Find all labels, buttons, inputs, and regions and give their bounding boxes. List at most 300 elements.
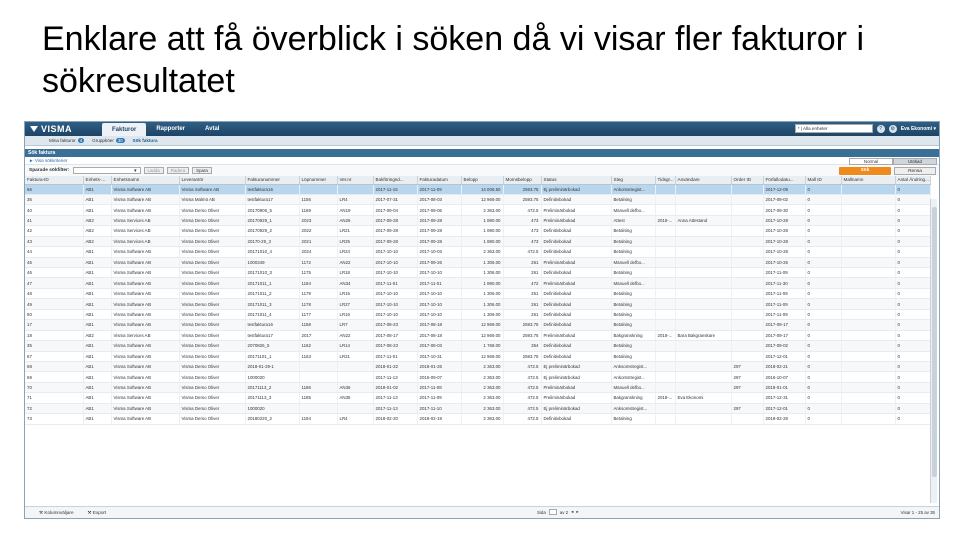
table-cell: 2593.75 bbox=[503, 184, 541, 194]
table-cell: Attest bbox=[611, 215, 655, 225]
page-number-input[interactable] bbox=[549, 509, 557, 515]
table-cell bbox=[655, 372, 675, 382]
table-cell: 0 bbox=[805, 320, 841, 330]
table-cell: 12 969.00 bbox=[461, 330, 503, 340]
table-cell: LR4 bbox=[337, 414, 373, 424]
table-scrollbar[interactable] bbox=[930, 199, 937, 503]
table-cell: 1 768.00 bbox=[461, 341, 503, 351]
table-cell: 2018-... bbox=[655, 215, 675, 225]
table-cell: 0 bbox=[805, 341, 841, 351]
table-cell: 261 bbox=[503, 268, 541, 278]
table-cell bbox=[655, 403, 675, 413]
table-cell: Visma Malmö AB bbox=[179, 194, 245, 204]
table-cell: 2023 bbox=[299, 215, 337, 225]
table-cell: 72 bbox=[25, 403, 83, 413]
table-cell: 2024 bbox=[299, 247, 337, 257]
table-cell: AN22 bbox=[337, 257, 373, 267]
table-cell: 12 969.00 bbox=[461, 320, 503, 330]
next-page-icon[interactable]: ▸ bbox=[576, 509, 579, 514]
table-cell: Visma Demo Oliver bbox=[179, 351, 245, 361]
table-cell: Betalning bbox=[611, 236, 655, 246]
table-cell: AB1 bbox=[83, 320, 111, 330]
table-cell bbox=[731, 268, 763, 278]
table-cell: 2017-09-30 bbox=[763, 205, 805, 215]
export-label: Export bbox=[92, 509, 107, 515]
table-cell bbox=[731, 309, 763, 319]
table-cell: Visma Software AB bbox=[111, 257, 179, 267]
table-cell: Definitivbokad bbox=[541, 268, 611, 278]
table-cell: Visma Demo Oliver bbox=[179, 257, 245, 267]
column-header[interactable]: Faktura-ID bbox=[25, 176, 83, 184]
table-cell: 0 bbox=[895, 215, 930, 225]
table-cell: testfaktura17 bbox=[245, 330, 299, 340]
table-cell: 472.5 bbox=[503, 247, 541, 257]
count-badge: 4 bbox=[79, 138, 83, 143]
table-cell: Visma Demo Oliver bbox=[179, 372, 245, 382]
invoice-results-table bbox=[25, 176, 931, 425]
table-cell: 36 bbox=[25, 194, 83, 204]
table-cell: 2017-12-01 bbox=[763, 403, 805, 413]
table-cell: Visma Software AB bbox=[111, 382, 179, 392]
table-cell: Definitivbokad bbox=[541, 194, 611, 204]
table-cell bbox=[731, 330, 763, 340]
table-cell bbox=[299, 403, 337, 413]
table-cell: 2017-09-17 bbox=[763, 320, 805, 330]
column-header[interactable]: Belopp bbox=[461, 176, 503, 184]
table-cell bbox=[337, 184, 373, 194]
unit-select[interactable]: * | Alla enheter bbox=[795, 124, 873, 133]
table-cell: Betalning bbox=[611, 268, 655, 278]
table-cell: Visma Software AB bbox=[111, 288, 179, 298]
load-filter-button[interactable]: Ladda bbox=[144, 167, 164, 174]
table-cell: 1 890.00 bbox=[461, 236, 503, 246]
column-header[interactable]: Enhetsnamn bbox=[111, 176, 179, 184]
table-cell: LR4 bbox=[337, 194, 373, 204]
table-cell: Preliminärbokad bbox=[541, 393, 611, 403]
table-cell: 2 363.00 bbox=[461, 361, 503, 371]
table-row[interactable] bbox=[25, 341, 930, 351]
table-cell: 1000020 bbox=[245, 403, 299, 413]
table-cell: 0 bbox=[895, 351, 930, 361]
table-cell: Preliminärbokad bbox=[541, 205, 611, 215]
table-cell: 2018-... bbox=[655, 330, 675, 340]
table-cell: Manuell defbo... bbox=[611, 257, 655, 267]
table-cell: 0 bbox=[895, 393, 930, 403]
table-row[interactable] bbox=[25, 330, 930, 340]
table-cell: Betalning bbox=[611, 414, 655, 424]
tab-rapporter[interactable]: Rapporter bbox=[156, 126, 186, 132]
table-cell: 2 363.00 bbox=[461, 414, 503, 424]
visma-app-window bbox=[24, 121, 940, 519]
table-cell: Betalning bbox=[611, 341, 655, 351]
table-cell: 2016-09-07 bbox=[417, 372, 461, 382]
table-cell bbox=[731, 247, 763, 257]
table-row[interactable] bbox=[25, 393, 930, 403]
table-cell bbox=[655, 226, 675, 236]
settings-icon[interactable]: ⚙ bbox=[890, 125, 895, 132]
table-cell bbox=[841, 257, 895, 267]
table-cell: Betalning bbox=[611, 226, 655, 236]
count-badge: 30 bbox=[117, 138, 123, 143]
table-cell: Visma Demo Oliver bbox=[179, 215, 245, 225]
table-cell bbox=[299, 372, 337, 382]
table-cell: 2017-11-15 bbox=[373, 184, 417, 194]
column-header[interactable]: Fakturanummer bbox=[245, 176, 299, 184]
table-cell bbox=[299, 361, 337, 371]
column-header[interactable]: Användare bbox=[675, 176, 731, 184]
table-cell: 2017-09-06 bbox=[417, 205, 461, 215]
table-cell: 2017-10-10 bbox=[417, 288, 461, 298]
table-cell: Visma Demo Oliver bbox=[179, 226, 245, 236]
table-cell: 1 890.00 bbox=[461, 278, 503, 288]
table-cell bbox=[841, 361, 895, 371]
table-cell: 2017-11-01 bbox=[373, 351, 417, 361]
table-cell: testfaktura16 bbox=[245, 320, 299, 330]
column-header[interactable]: Enhets-... bbox=[83, 176, 111, 184]
table-cell: 0 bbox=[895, 414, 930, 424]
table-cell: 35 bbox=[25, 341, 83, 351]
table-cell: 2018-... bbox=[655, 393, 675, 403]
table-cell: Visma Software AB bbox=[111, 278, 179, 288]
table-row[interactable] bbox=[25, 320, 930, 330]
view-extended-button[interactable]: Utökad bbox=[893, 158, 937, 165]
page-label: Sida bbox=[537, 509, 546, 515]
table-cell bbox=[655, 361, 675, 371]
table-cell bbox=[675, 184, 731, 194]
table-cell: Betalning bbox=[611, 320, 655, 330]
table-cell: 1175 bbox=[299, 268, 337, 278]
show-criteria-link[interactable]: ► Visa sökkriterier bbox=[29, 158, 68, 163]
table-cell: 0 bbox=[895, 309, 930, 319]
table-cell: Definitivbokad bbox=[541, 247, 611, 257]
table-cell: Visma Services AB bbox=[111, 330, 179, 340]
table-cell: LR25 bbox=[337, 236, 373, 246]
table-cell: 0 bbox=[895, 205, 930, 215]
table-cell: 0 bbox=[895, 330, 930, 340]
column-header[interactable]: Leverantör bbox=[179, 176, 245, 184]
table-cell: 20171010_4 bbox=[245, 247, 299, 257]
column-header[interactable]: Tidsgr... bbox=[655, 176, 675, 184]
tab-fakturor[interactable]: Fakturor bbox=[102, 123, 146, 136]
table-cell: Visma Demo Oliver bbox=[179, 205, 245, 215]
table-cell: 2017-12-09 bbox=[763, 184, 805, 194]
table-cell: 0 bbox=[805, 414, 841, 424]
table-row[interactable] bbox=[25, 194, 930, 204]
table-row[interactable] bbox=[25, 205, 930, 215]
table-cell: 1162 bbox=[299, 341, 337, 351]
table-cell: 472.5 bbox=[503, 361, 541, 371]
table-cell: 1000349 bbox=[245, 257, 299, 267]
table-cell: 2017-12-31 bbox=[763, 393, 805, 403]
logo-text: VISMA bbox=[41, 124, 73, 134]
table-cell: Ej preliminärbokad bbox=[541, 403, 611, 413]
table-cell: 2017-10-10 bbox=[417, 268, 461, 278]
table-cell: 20180220_2 bbox=[245, 414, 299, 424]
records-count: Visar 1 - 25 av 35 bbox=[900, 510, 935, 515]
table-cell bbox=[675, 372, 731, 382]
table-cell: Visma Software AB bbox=[179, 184, 245, 194]
table-cell: 261 bbox=[503, 288, 541, 298]
table-cell bbox=[675, 299, 731, 309]
export-link[interactable] bbox=[88, 510, 107, 516]
table-cell: LR21 bbox=[337, 226, 373, 236]
table-row[interactable] bbox=[25, 247, 930, 257]
table-cell: 1184 bbox=[299, 278, 337, 288]
column-header[interactable]: Fakturadatum bbox=[417, 176, 461, 184]
column-header[interactable]: Förfallodatu... bbox=[763, 176, 805, 184]
table-cell: 1169 bbox=[299, 205, 337, 215]
table-cell bbox=[841, 382, 895, 392]
table-cell: Manuell defbo... bbox=[611, 205, 655, 215]
table-cell bbox=[841, 205, 895, 215]
table-cell: AB2 bbox=[83, 226, 111, 236]
table-cell: 2017-11-13 bbox=[373, 393, 417, 403]
table-cell: 2017-08-18 bbox=[417, 330, 461, 340]
table-cell bbox=[655, 257, 675, 267]
view-mode-toggle bbox=[849, 158, 937, 165]
table-row[interactable] bbox=[25, 215, 930, 225]
column-header[interactable]: Momsbelopp bbox=[503, 176, 541, 184]
table-cell: 2018-01-26 bbox=[417, 361, 461, 371]
column-header[interactable]: Order ID bbox=[731, 176, 763, 184]
user-menu[interactable]: Eva Ekonomi ▾ bbox=[900, 125, 936, 132]
help-icon[interactable]: ? bbox=[877, 125, 885, 133]
table-cell bbox=[675, 194, 731, 204]
table-cell: 0 bbox=[895, 320, 930, 330]
table-row[interactable] bbox=[25, 226, 930, 236]
table-cell: Anksomstregist... bbox=[611, 403, 655, 413]
table-cell: 0 bbox=[805, 236, 841, 246]
table-row[interactable] bbox=[25, 309, 930, 319]
table-cell: 2593.75 bbox=[503, 320, 541, 330]
table-row[interactable] bbox=[25, 236, 930, 246]
table-cell: AB1 bbox=[83, 309, 111, 319]
table-cell: 0 bbox=[895, 194, 930, 204]
table-cell: Anksomstregist... bbox=[611, 361, 655, 371]
table-cell: 1179 bbox=[299, 288, 337, 298]
table-cell: 17 bbox=[25, 320, 83, 330]
table-cell: AN26 bbox=[337, 215, 373, 225]
table-cell: 46 bbox=[25, 268, 83, 278]
table-cell: 0 bbox=[805, 215, 841, 225]
table-cell bbox=[731, 320, 763, 330]
table-cell bbox=[841, 288, 895, 298]
table-row[interactable] bbox=[25, 382, 930, 392]
table-cell: 261 bbox=[503, 299, 541, 309]
table-cell: AN22 bbox=[337, 330, 373, 340]
table-cell: AB1 bbox=[83, 414, 111, 424]
subnav-gruppkoer[interactable] bbox=[92, 138, 124, 143]
table-cell: 0 bbox=[805, 351, 841, 361]
table-cell: 18 bbox=[25, 330, 83, 340]
table-cell: 2018-02-19 bbox=[417, 414, 461, 424]
table-cell: Visma Software AB bbox=[111, 299, 179, 309]
table-cell: Visma Software AB bbox=[111, 205, 179, 215]
table-cell: 1172 bbox=[299, 257, 337, 267]
table-row[interactable] bbox=[25, 351, 930, 361]
table-cell bbox=[655, 278, 675, 288]
table-cell: Visma Software AB bbox=[111, 403, 179, 413]
table-cell: 2017-10-28 bbox=[763, 226, 805, 236]
table-row[interactable] bbox=[25, 414, 930, 424]
column-header[interactable]: Antal Ändring... bbox=[895, 176, 930, 184]
table-cell: 1177 bbox=[299, 309, 337, 319]
table-cell: 2017-10-03 bbox=[417, 247, 461, 257]
column-header[interactable]: Löpnummer bbox=[299, 176, 337, 184]
table-cell: 0 bbox=[895, 341, 930, 351]
table-row[interactable] bbox=[25, 257, 930, 267]
search-button[interactable]: Sök bbox=[839, 167, 891, 175]
delete-filter-button[interactable]: Radera bbox=[167, 167, 189, 174]
table-cell: 2017-09-02 bbox=[763, 341, 805, 351]
column-header[interactable]: Status bbox=[541, 176, 611, 184]
table-cell bbox=[675, 341, 731, 351]
table-cell: 0 bbox=[895, 299, 930, 309]
visma-logo bbox=[30, 124, 102, 134]
table-cell: 66 bbox=[25, 184, 83, 194]
save-filter-button[interactable]: Spara bbox=[192, 167, 212, 174]
prev-page-icon[interactable]: ◂ bbox=[571, 509, 574, 514]
table-cell: 2017-10-28 bbox=[763, 236, 805, 246]
table-cell: 261 bbox=[503, 257, 541, 267]
table-cell: 20171011_1 bbox=[245, 278, 299, 288]
table-cell: LR16 bbox=[337, 309, 373, 319]
table-row[interactable] bbox=[25, 299, 930, 309]
table-cell: 0 bbox=[895, 288, 930, 298]
table-cell bbox=[337, 372, 373, 382]
column-header[interactable]: Mall ID bbox=[805, 176, 841, 184]
table-cell: AB1 bbox=[83, 247, 111, 257]
table-cell: testfaktura16 bbox=[245, 184, 299, 194]
table-cell: 20171011_4 bbox=[245, 309, 299, 319]
subnav-label: Mina fakturor bbox=[49, 138, 76, 143]
table-cell bbox=[731, 226, 763, 236]
view-normal-button[interactable]: Normal bbox=[849, 158, 893, 165]
table-cell bbox=[675, 288, 731, 298]
table-header-row bbox=[25, 176, 930, 184]
table-cell: Betalning bbox=[611, 288, 655, 298]
table-cell bbox=[299, 184, 337, 194]
table-row[interactable] bbox=[25, 268, 930, 278]
tab-avtal[interactable]: Avtal bbox=[205, 126, 220, 132]
table-cell bbox=[731, 351, 763, 361]
table-cell: 67 bbox=[25, 351, 83, 361]
column-header[interactable]: Ver.nr bbox=[337, 176, 373, 184]
table-cell: AB1 bbox=[83, 299, 111, 309]
saved-filters-dropdown[interactable]: ▼ bbox=[73, 167, 141, 174]
table-cell bbox=[841, 403, 895, 413]
table-cell: Visma Software AB bbox=[111, 361, 179, 371]
table-cell: Visma Demo Oliver bbox=[179, 341, 245, 351]
table-cell: 2017-09-04 bbox=[373, 205, 417, 215]
subnav-label: Gruppköer bbox=[92, 138, 114, 143]
table-cell: 0 bbox=[895, 236, 930, 246]
column-header[interactable]: Mallnamn bbox=[841, 176, 895, 184]
table-cell: 2017-11-01 bbox=[373, 278, 417, 288]
table-cell bbox=[655, 288, 675, 298]
table-cell: 2017-08-23 bbox=[373, 341, 417, 351]
subnav-sok-faktura[interactable] bbox=[133, 138, 158, 143]
table-cell bbox=[841, 341, 895, 351]
table-cell: 0 bbox=[805, 393, 841, 403]
table-row[interactable] bbox=[25, 278, 930, 288]
table-cell: 2017-10-26 bbox=[763, 257, 805, 267]
table-cell: Visma Demo Oliver bbox=[179, 393, 245, 403]
table-cell bbox=[655, 414, 675, 424]
table-cell: Preliminärbokad bbox=[541, 278, 611, 288]
table-cell: 20170906_5 bbox=[245, 205, 299, 215]
table-cell: 2017-08-18 bbox=[417, 320, 461, 330]
table-cell: 473 bbox=[503, 215, 541, 225]
table-row[interactable] bbox=[25, 184, 930, 194]
table-cell: 2017-10-10 bbox=[373, 268, 417, 278]
scroll-thumb[interactable] bbox=[932, 207, 937, 477]
table-cell: 2017-11-08 bbox=[417, 382, 461, 392]
table-cell: Visma Software AB bbox=[111, 309, 179, 319]
column-header[interactable]: Bokföringsd... bbox=[373, 176, 417, 184]
table-cell: AB1 bbox=[83, 382, 111, 392]
slide-headline: Enklare att få överblick i söken då vi visar fler fakturor i sökresultatet bbox=[42, 20, 864, 100]
table-cell: 2017-11-30 bbox=[763, 278, 805, 288]
table-row[interactable] bbox=[25, 372, 930, 382]
subnav-mina-fakturor[interactable] bbox=[49, 138, 84, 143]
column-header[interactable]: Steg bbox=[611, 176, 655, 184]
table-cell: 354 bbox=[503, 341, 541, 351]
table-cell: testfaktura17 bbox=[245, 194, 299, 204]
table-cell: 0 bbox=[805, 382, 841, 392]
table-cell: 0 bbox=[805, 205, 841, 215]
table-cell: AB2 bbox=[83, 330, 111, 340]
table-cell: Visma Demo Oliver bbox=[179, 236, 245, 246]
table-cell: 2017-10-28 bbox=[763, 247, 805, 257]
table-cell bbox=[841, 184, 895, 194]
table-cell: 1 890.00 bbox=[461, 226, 503, 236]
table-cell: LR7 bbox=[337, 320, 373, 330]
table-cell: 20171011_3 bbox=[245, 299, 299, 309]
table-row[interactable] bbox=[25, 288, 930, 298]
table-cell: 2017-09-17 bbox=[763, 330, 805, 340]
table-cell bbox=[655, 194, 675, 204]
table-cell bbox=[675, 382, 731, 392]
clear-button[interactable]: Rensa bbox=[894, 167, 936, 175]
table-cell: 2017-11-09 bbox=[763, 288, 805, 298]
table-cell: Definitivbokad bbox=[541, 341, 611, 351]
table-cell bbox=[675, 351, 731, 361]
table-row[interactable] bbox=[25, 361, 930, 371]
table-cell: 0 bbox=[805, 403, 841, 413]
table-cell: 41 bbox=[25, 215, 83, 225]
table-cell bbox=[655, 309, 675, 319]
table-cell: AN19 bbox=[337, 205, 373, 215]
table-cell: Visma Demo Oliver bbox=[179, 309, 245, 319]
table-cell bbox=[841, 236, 895, 246]
table-cell: Preliminärbokad bbox=[541, 257, 611, 267]
table-row[interactable] bbox=[25, 403, 930, 413]
table-cell: AB1 bbox=[83, 403, 111, 413]
table-cell bbox=[731, 194, 763, 204]
table-cell bbox=[731, 341, 763, 351]
table-cell: Visma Services AB bbox=[111, 215, 179, 225]
table-cell bbox=[655, 351, 675, 361]
table-cell: Visma Demo Oliver bbox=[179, 268, 245, 278]
table-cell: 2017-10-10 bbox=[373, 299, 417, 309]
table-cell bbox=[731, 414, 763, 424]
main-nav bbox=[102, 122, 229, 136]
table-cell: AN36 bbox=[337, 382, 373, 392]
table-cell: Ankomstregist... bbox=[611, 372, 655, 382]
table-cell: 472.5 bbox=[503, 393, 541, 403]
column-chooser-link[interactable] bbox=[39, 510, 74, 516]
